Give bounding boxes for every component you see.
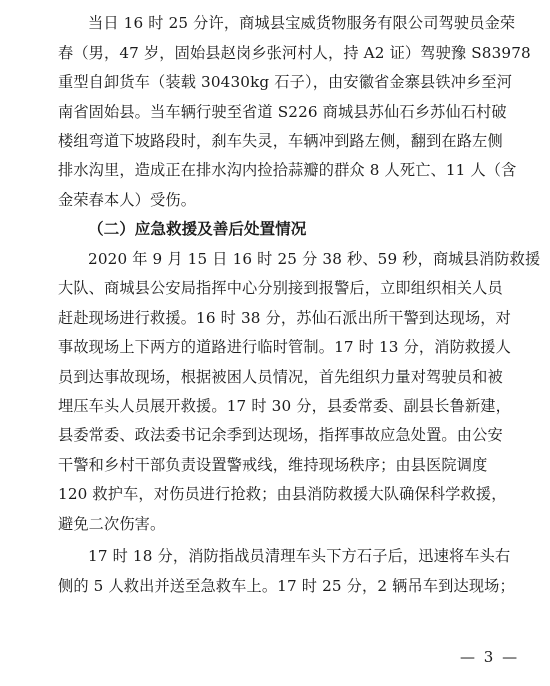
paragraph-line: 排水沟里，造成正在排水沟内捡拾蒜瓣的群众 8 人死亡、11 人（含	[58, 161, 517, 179]
paragraph-line: 春（男，47 岁，固始县赵岗乡张河村人，持 A2 证）驾驶豫 S83978	[58, 44, 531, 62]
paragraph-line: 干警和乡村干部负责设置警戒线，维持现场秩序；由县医院调度	[58, 456, 488, 474]
paragraph-line: 南省固始县。当车辆行驶至省道 S226 商城县苏仙石乡苏仙石村破	[58, 103, 507, 121]
paragraph-line: 重型自卸货车（装载 30430kg 石子），由安徽省金寨县铁冲乡至河	[58, 73, 513, 91]
paragraph-line: 楼组弯道下坡路段时，刹车失灵，车辆冲到路左侧，翻到在路左侧	[58, 132, 503, 150]
page-number: — 3 —	[460, 648, 520, 666]
paragraph-line: 避免二次伤害。	[58, 515, 166, 533]
paragraph-line: 2020 年 9 月 15 日 16 时 25 分 38 秒、59 秒，商城县消防救援	[88, 250, 541, 268]
paragraph-line: 17 时 18 分，消防指战员清理车头下方石子后，迅速将车头右	[88, 547, 511, 565]
paragraph-line: 侧的 5 人救出并送至急救车上。17 时 25 分，2 辆吊车到达现场；	[58, 577, 515, 595]
paragraph-line: 120 救护车，对伤员进行抢救；由县消防救援大队确保科学救援，	[58, 485, 507, 503]
paragraph-line: 金荣春本人）受伤。	[58, 191, 197, 209]
paragraph-line: 赶赴现场进行救援。16 时 38 分，苏仙石派出所干警到达现场，对	[58, 309, 511, 327]
paragraph-line: 当日 16 时 25 分许，商城县宝威货物服务有限公司驾驶员金荣	[88, 14, 516, 32]
paragraph-line: 大队、商城县公安局指挥中心分别接到报警后，立即组织相关人员	[58, 279, 503, 297]
paragraph-line: 埋压车头人员展开救援。17 时 30 分，县委常委、副县长鲁新建，	[58, 397, 511, 415]
paragraph-line: 员到达事故现场，根据被困人员情况，首先组织力量对驾驶员和被	[58, 368, 503, 386]
paragraph-line: 县委常委、政法委书记余季到达现场，指挥事故应急处置。由公安	[58, 426, 503, 444]
paragraph-line: 事故现场上下两方的道路进行临时管制。17 时 13 分，消防救援人	[58, 338, 511, 356]
section-heading: （二）应急救援及善后处置情况	[88, 220, 307, 238]
